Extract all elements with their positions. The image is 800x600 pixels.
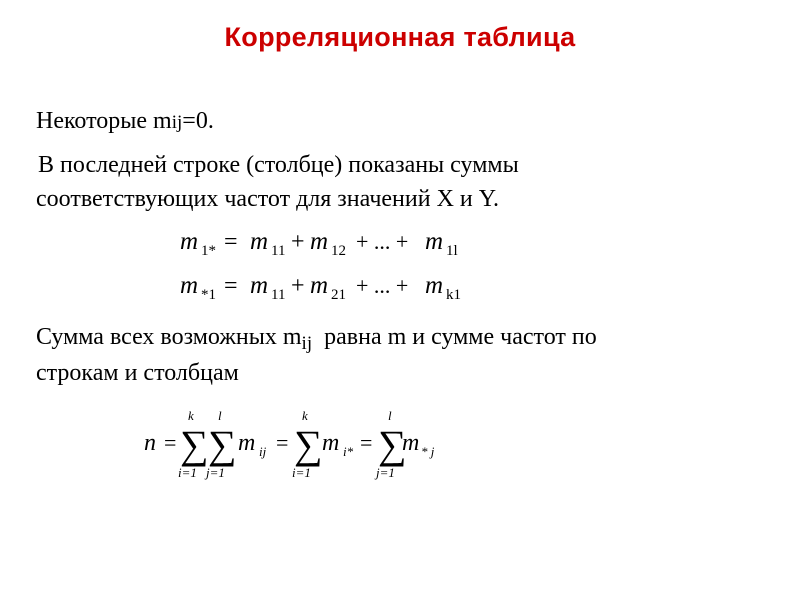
sum-lower-limit: i=1 [178,465,197,480]
slide-title: Корреляционная таблица [224,22,576,52]
formula-symbol: m [238,430,256,456]
formula-operator: = [276,430,289,455]
formula-subscript: k1 [446,287,461,303]
formula-symbol: m [402,430,420,456]
formula-subscript: 1l [446,243,458,259]
formula-operator: + [291,229,305,255]
paragraph-line: Сумма всех возможных $m_{ij}$ равна m и сумме частот по [36,324,597,354]
sigma-symbol: ∑ [294,422,323,467]
formula-operator: = [360,430,373,455]
formula-subscript: 11 [271,287,286,303]
formula-symbol: m [180,272,199,299]
paragraph-line: В последней строке (столбце) показаны суммы [38,152,519,178]
formula-operator: = [164,430,177,455]
sigma-symbol: ∑ [180,422,209,467]
formula-operator: = [224,273,238,299]
formula-subscript: i* [343,444,354,459]
formula-subscript: 21 [331,287,346,303]
sum-lower-limit: j=1 [206,465,225,480]
formula-row-sum [180,222,480,260]
formula-symbol: m [180,228,199,255]
formula-symbol: n [144,430,156,456]
formula-subscript: *1 [201,287,216,303]
formula-subscript: 1* [201,243,216,259]
paragraph-line: строкам и столбцам [36,360,239,386]
formula-symbol: m [310,272,329,299]
formula-symbol: m [322,430,340,456]
formula-symbol: m [425,272,444,299]
formula-symbol: m [250,272,269,299]
paragraph-total-sum [36,320,597,390]
formula-operator: + ... + [356,229,409,254]
formula-operator: + ... + [356,273,409,298]
formula-operator: = [224,229,238,255]
formula-total [140,406,450,486]
paragraph-last-row [36,148,519,216]
sigma-symbol: ∑ [378,422,407,467]
formula-subscript: ij [259,444,267,459]
sum-lower-limit: i=1 [292,465,311,480]
formula-subscript: * j [421,444,435,459]
sum-upper-limit: k [188,408,194,423]
sigma-symbol: ∑ [208,422,237,467]
formula-symbol: m [425,228,444,255]
paragraph-line: соответствующих частот для значений X и Y. [36,186,499,212]
formula-symbol: m [310,228,329,255]
sum-upper-limit: k [302,408,308,423]
paragraph-some-zero: Некоторые mij=0. [36,108,214,134]
formula-subscript: 11 [271,243,286,259]
sum-upper-limit: l [218,408,222,423]
formula-operator: + [291,273,305,299]
formula-column-sum [180,266,480,304]
formula-symbol: m [250,228,269,255]
formula-subscript: 12 [331,243,346,259]
sum-upper-limit: l [388,408,392,423]
sum-lower-limit: j=1 [376,465,395,480]
